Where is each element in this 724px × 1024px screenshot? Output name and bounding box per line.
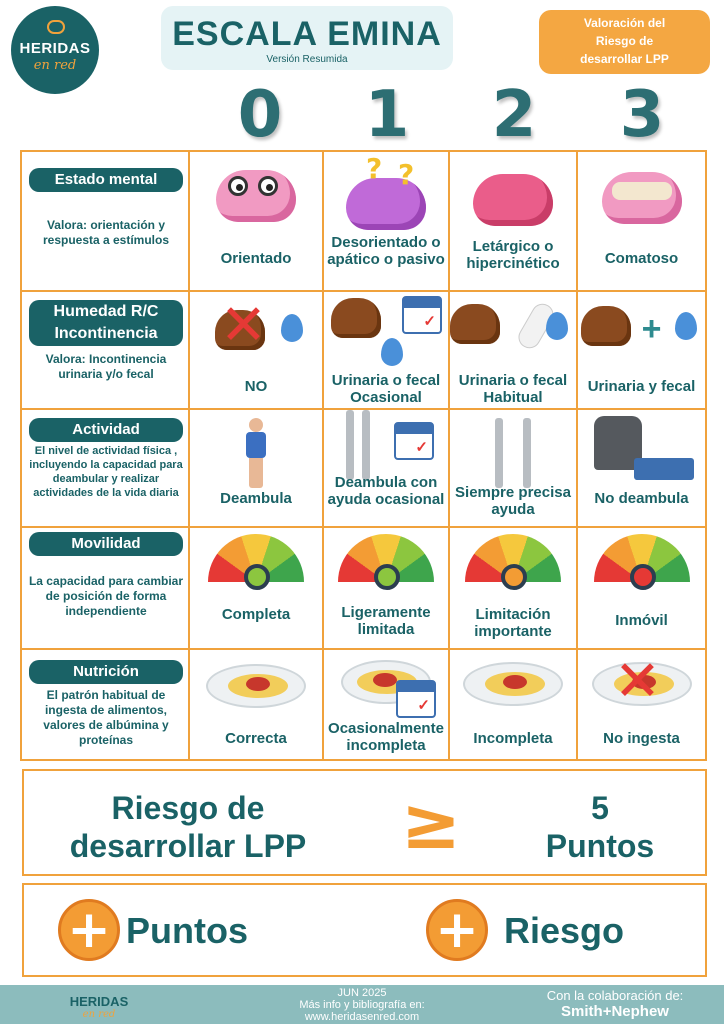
option-label: Ligeramente limitada (341, 604, 431, 638)
option-cell (190, 650, 324, 759)
option-cell (190, 152, 324, 290)
speech-bubble-icon (47, 20, 65, 34)
gauge-needle-icon (244, 564, 270, 590)
badge-line-1: Valoración del (583, 16, 666, 30)
score-2: 2 (491, 78, 537, 152)
crutch-icon (495, 418, 503, 488)
water-drop-icon (546, 312, 568, 340)
calendar-icon: ✓ (396, 680, 436, 718)
category-label: Humedad R/C Incontinencia (29, 300, 183, 346)
sponsor-logo: Smith+Nephew (561, 1003, 669, 1020)
badge-line-3: desarrollar LPP (580, 52, 669, 66)
option-cell (450, 410, 578, 526)
option-cell (324, 152, 450, 290)
page-title: ESCALA EMINA (172, 15, 442, 53)
option-cell (190, 410, 324, 526)
question-mark-icon: ? (366, 152, 383, 185)
option-label: No ingesta (603, 730, 680, 747)
footer-info (262, 987, 462, 1023)
risk-value: 5 (591, 790, 609, 826)
water-drop-icon (281, 314, 303, 342)
walking-person-icon (246, 418, 266, 494)
footer (0, 985, 724, 1024)
plus-circle-icon: + (426, 899, 488, 961)
option-label: Siempre precisa ayuda (455, 484, 571, 518)
category-cell (22, 528, 190, 648)
bandaged-brain-icon (602, 172, 682, 224)
gauge-icon (338, 534, 434, 582)
option-label: Deambula (220, 490, 292, 507)
category-cell (22, 410, 190, 526)
category-cell (22, 650, 190, 759)
plus-circle-icon: + (58, 899, 120, 961)
footer-date: JUN 2025 (337, 987, 387, 999)
option-label: Correcta (225, 730, 287, 747)
brand-tagline: en red (33, 58, 77, 73)
badge-line-2: Riesgo de (595, 34, 654, 48)
cross-icon: ✕ (614, 649, 661, 714)
risk-label: Riesgo (504, 910, 625, 951)
score-1: 1 (364, 78, 410, 152)
footer-logo-tagline: en red (82, 1009, 116, 1020)
option-label: Urinaria y fecal (587, 378, 696, 395)
crutch-icon (523, 418, 531, 488)
option-cell (324, 410, 450, 526)
option-label: Desorientado o apático o pasivo (327, 234, 445, 268)
category-cell (22, 152, 190, 290)
option-label: Ocasionalmente incompleta (328, 720, 444, 754)
calendar-icon: ✓ (402, 296, 442, 334)
gauge-needle-icon (374, 564, 400, 590)
option-label: Orientado (220, 250, 292, 267)
gauge-needle-icon (630, 564, 656, 590)
footer-logo-name: HERIDAS (69, 994, 129, 1009)
category-description: El nivel de actividad física , incluyendo la capacidad para deambular y realizar actividades de la vida diaria (29, 445, 183, 499)
gauge-icon (208, 534, 304, 582)
option-label: Deambula con ayuda ocasional (327, 474, 445, 508)
option-cell (578, 650, 705, 759)
points-label: Puntos (126, 910, 248, 951)
risk-threshold-box (22, 769, 707, 876)
greater-equal-icon: ≥ (400, 781, 462, 865)
category-description: La capacidad para cambiar de posición de forma independiente (28, 574, 184, 618)
option-cell (190, 292, 324, 408)
option-cell (450, 292, 578, 408)
row-nutricion (22, 650, 705, 759)
option-cell (324, 528, 450, 648)
eye-icon (228, 176, 248, 196)
option-label: Urinaria o fecal Ocasional (331, 372, 441, 406)
pasta-plate-icon (463, 662, 563, 706)
footer-collaboration (510, 988, 720, 1021)
gauge-icon (594, 534, 690, 582)
option-cell (578, 152, 705, 290)
option-label: Inmóvil (615, 612, 668, 629)
option-cell (450, 528, 578, 648)
score-0: 0 (237, 78, 283, 152)
risk-unit: Puntos (545, 828, 655, 864)
stool-icon (581, 306, 631, 346)
plus-icon: + (641, 310, 662, 348)
category-description: Valora: Incontinencia urinaria y/o fecal (45, 352, 167, 381)
water-drop-icon (675, 312, 697, 340)
assessment-badge (539, 10, 710, 74)
more-points-more-risk (22, 883, 707, 977)
risk-text: Riesgo de desarrollar LPP (69, 790, 307, 864)
row-humedad (22, 292, 705, 410)
category-cell (22, 292, 190, 408)
stool-icon (331, 298, 381, 338)
category-label: Actividad (29, 418, 183, 442)
gauge-needle-icon (501, 564, 527, 590)
page-subtitle: Versión Resumida (266, 54, 348, 65)
hospital-bed-icon (634, 458, 694, 480)
brain-icon (216, 170, 296, 222)
title-box (161, 6, 453, 70)
eye-icon (258, 176, 278, 196)
option-label: No deambula (594, 490, 689, 507)
footer-logo (44, 989, 154, 1021)
stool-icon (450, 304, 500, 344)
row-actividad (22, 410, 705, 528)
option-cell (324, 650, 450, 759)
score-3: 3 (619, 78, 665, 152)
option-cell (450, 650, 578, 759)
category-label: Nutrición (29, 660, 183, 684)
option-label: Limitación importante (474, 606, 552, 640)
row-movilidad (22, 528, 705, 650)
crutch-icon (362, 410, 370, 480)
option-label: Completa (221, 606, 291, 623)
gauge-icon (465, 534, 561, 582)
option-label: Urinaria o fecal Habitual (458, 372, 568, 406)
option-cell (578, 528, 705, 648)
risk-threshold (510, 789, 690, 865)
pasta-plate-icon (206, 664, 306, 708)
option-label: Letárgico o hipercinético (466, 238, 560, 272)
category-description: Valora: orientación y respuesta a estímulos (42, 218, 170, 247)
option-cell (578, 292, 705, 408)
category-label: Estado mental (29, 168, 183, 192)
option-label: Incompleta (473, 730, 553, 747)
calendar-icon: ✓ (394, 422, 434, 460)
crutch-icon (346, 410, 354, 480)
option-cell (578, 410, 705, 526)
question-mark-icon: ? (398, 158, 415, 191)
collaboration-text: Con la colaboración de: (546, 988, 684, 1003)
footer-info-text: Más info y bibliografía en: (299, 999, 425, 1011)
option-label: Comatoso (604, 250, 679, 267)
category-label: Movilidad (29, 532, 183, 556)
water-drop-icon (381, 338, 403, 366)
bandage-icon (612, 182, 672, 200)
score-header (0, 78, 724, 152)
emina-table (20, 150, 707, 761)
option-cell (450, 152, 578, 290)
row-estado-mental (22, 152, 705, 292)
option-cell (324, 292, 450, 408)
footer-url[interactable]: www.heridasenred.com (304, 1011, 420, 1023)
brand-name: HERIDAS (19, 40, 91, 57)
cross-icon: ✕ (220, 293, 267, 358)
option-cell (190, 528, 324, 648)
agitated-brain-icon (473, 174, 553, 226)
confused-brain-icon (346, 152, 426, 230)
category-description: El patrón habitual de ingesta de alimentos, valores de albúmina y proteínas (43, 688, 169, 747)
option-label: NO (244, 378, 268, 395)
